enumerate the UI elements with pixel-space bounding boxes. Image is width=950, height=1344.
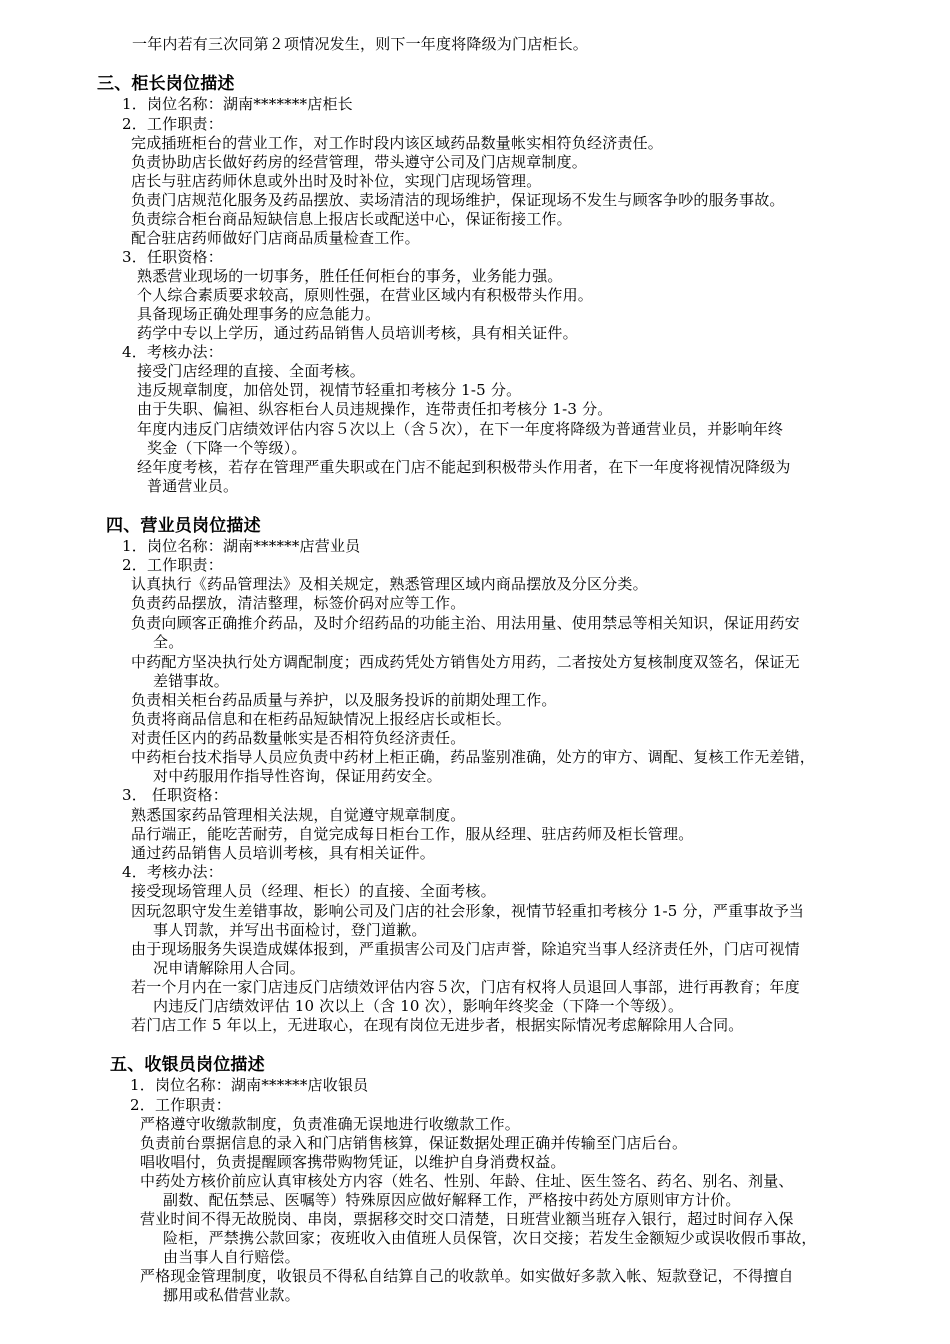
s4-line: 4．考核办法： (122, 863, 223, 881)
s3-line: 奖金（下降一个等级）。 (147, 439, 307, 457)
s4-line: 熟悉国家药品管理相关法规，自觉遵守规章制度。 (131, 806, 466, 824)
s4-line: 3． 任职资格： (122, 786, 228, 804)
s4-line: 负责相关柜台药品质量与养护，以及服务投诉的前期处理工作。 (131, 691, 557, 709)
s3-line: 违反规章制度，加倍处罚，视情节轻重扣考核分 1-5 分。 (137, 381, 522, 399)
s3-line: 配合驻店药师做好门店商品质量检查工作。 (131, 229, 420, 247)
s4-line: 事人罚款，并写出书面检讨，登门道歉。 (153, 921, 427, 939)
s5-line: 2．工作职责： (130, 1096, 231, 1114)
s3-line: 年度内违反门店绩效评估内容５次以上（含５次），在下一年度将降级为普通营业员，并影响年终 (137, 420, 784, 438)
s3-line: 个人综合素质要求较高，原则性强，在营业区域内有积极带头作用。 (137, 286, 594, 304)
s3-line: 负责协助店长做好药房的经营管理，带头遵守公司及门店规章制度。 (131, 153, 588, 171)
s5-line: 营业时间不得无故脱岗、串岗，票据移交时交口清楚，日班营业额当班存入银行，超过时间存入保 (140, 1210, 794, 1228)
s4-line: 对中药服用作指导性咨询，保证用药安全。 (153, 767, 442, 785)
s3-line: 普通营业员。 (147, 477, 239, 495)
section-3-heading: 三、柜长岗位描述 (97, 74, 235, 94)
s3-line: 熟悉营业现场的一切事务，胜任任何柜台的事务，业务能力强。 (137, 267, 563, 285)
s3-line: 接受门店经理的直接、全面考核。 (137, 362, 366, 380)
s4-line: 负责将商品信息和在柜药品短缺情况上报经店长或柜长。 (131, 710, 512, 728)
s4-line: 通过药品销售人员培训考核，具有相关证件。 (131, 844, 436, 862)
s5-line: 严格现金管理制度，收银员不得私自结算自己的收款单。如实做好多款入帐、短款登记，不得擅自 (140, 1267, 794, 1285)
s5-line: 严格遵守收缴款制度，负责准确无误地进行收缴款工作。 (140, 1115, 521, 1133)
s4-line: 因玩忽职守发生差错事故，影响公司及门店的社会形象，视情节轻重扣考核分 1-5 分，严重事故予当 (131, 902, 805, 920)
s4-line: 负责向顾客正确推介药品，及时介绍药品的功能主治、用法用量、使用禁忌等相关知识，保证用药安 (131, 614, 800, 632)
s3-line: 3．任职资格： (122, 248, 223, 266)
s5-line: 唱收唱付，负责提醒顾客携带购物凭证，以维护自身消费权益。 (140, 1153, 566, 1171)
s4-line: 差错事故。 (153, 672, 230, 690)
s4-line: 内违反门店绩效评估 10 次以上（含 10 次），影响年终奖金（下降一个等级）。 (153, 997, 684, 1015)
s5-line: 副数、配伍禁忌、医嘱等）特殊原因应做好解释工作，严格按中药处方原则审方计价。 (163, 1191, 741, 1209)
s4-line: 况申请解除用人合同。 (153, 959, 306, 977)
section-5-heading: 五、收银员岗位描述 (110, 1055, 265, 1075)
s3-line: 具备现场正确处理事务的应急能力。 (137, 305, 381, 323)
section-4-heading: 四、营业员岗位描述 (106, 516, 261, 536)
s5-line: 由当事人自行赔偿。 (163, 1248, 300, 1266)
s4-line: 品行端正，能吃苦耐劳，自觉完成每日柜台工作，服从经理、驻店药师及柜长管理。 (131, 825, 694, 843)
s4-line: 若一个月内在一家门店违反门店绩效评估内容５次，门店有权将人员退回人事部，进行再教育；年度 (131, 978, 800, 996)
s5-line: 中药处方核价前应认真审核处方内容（姓名、性别、年龄、住址、医生签名、药名、别名、剂量、 (140, 1172, 794, 1190)
s3-line: 经年度考核，若存在管理严重失职或在门店不能起到积极带头作用者，在下一年度将视情况降级为 (137, 458, 791, 476)
s4-line: 1．岗位名称：湖南******店营业员 (122, 537, 361, 555)
s3-line: 完成插班柜台的营业工作，对工作时段内该区域药品数量帐实相符负经济责任。 (131, 134, 664, 152)
s3-line: 4．考核办法： (122, 343, 223, 361)
s3-line: 1．岗位名称：湖南*******店柜长 (122, 95, 353, 113)
s3-line: 由于失职、偏袒、纵容柜台人员违规操作，连带责任扣考核分 1-3 分。 (137, 400, 613, 418)
s4-line: 中药柜台技术指导人员应负责中药材上柜正确，药品鉴别准确，处方的审方、调配、复核工作无差错， (131, 748, 816, 766)
s4-line: 若门店工作 5 年以上，无进取心，在现有岗位无进步者，根据实际情况考虑解除用人合同。 (131, 1016, 744, 1034)
s3-line: 2．工作职责： (122, 115, 223, 133)
s4-line: 由于现场服务失误造成媒体报到，严重损害公司及门店声誉，除追究当事人经济责任外，门店可视情 (131, 940, 800, 958)
s5-line: 挪用或私借营业款。 (163, 1286, 300, 1304)
s4-line: 2．工作职责： (122, 556, 223, 574)
s4-line: 对责任区内的药品数量帐实是否相符负经济责任。 (131, 729, 466, 747)
s5-line: 险柜，严禁携公款回家；夜班收入由值班人员保管，次日交接；若发生金额短少或误收假币事故， (163, 1229, 817, 1247)
s3-line: 负责门店规范化服务及药品摆放、卖场清洁的现场维护，保证现场不发生与顾客争吵的服务事故。 (131, 191, 785, 209)
s3-line: 店长与驻店药师休息或外出时及时补位，实现门店现场管理。 (131, 172, 542, 190)
s3-line: 负责综合柜台商品短缺信息上报店长或配送中心，保证衔接工作。 (131, 210, 572, 228)
s4-line: 中药配方坚决执行处方调配制度；西成药凭处方销售处方用药，二者按处方复核制度双签名，保证无 (131, 653, 800, 671)
s3-line: 药学中专以上学历，通过药品销售人员培训考核，具有相关证件。 (137, 324, 578, 342)
s5-line: 负责前台票据信息的录入和门店销售核算，保证数据处理正确并传输至门店后台。 (140, 1134, 688, 1152)
s5-line: 1．岗位名称：湖南******店收银员 (130, 1076, 369, 1094)
s4-line: 负责药品摆放，清洁整理，标签价码对应等工作。 (131, 594, 466, 612)
s4-line: 认真执行《药品管理法》及相关规定，熟悉管理区域内商品摆放及分区分类。 (131, 575, 648, 593)
s4-line: 接受现场管理人员（经理、柜长）的直接、全面考核。 (131, 882, 496, 900)
intro-line: 一年内若有三次同第２项情况发生，则下一年度将降级为门店柜长。 (132, 35, 589, 53)
s4-line: 全。 (153, 633, 184, 651)
